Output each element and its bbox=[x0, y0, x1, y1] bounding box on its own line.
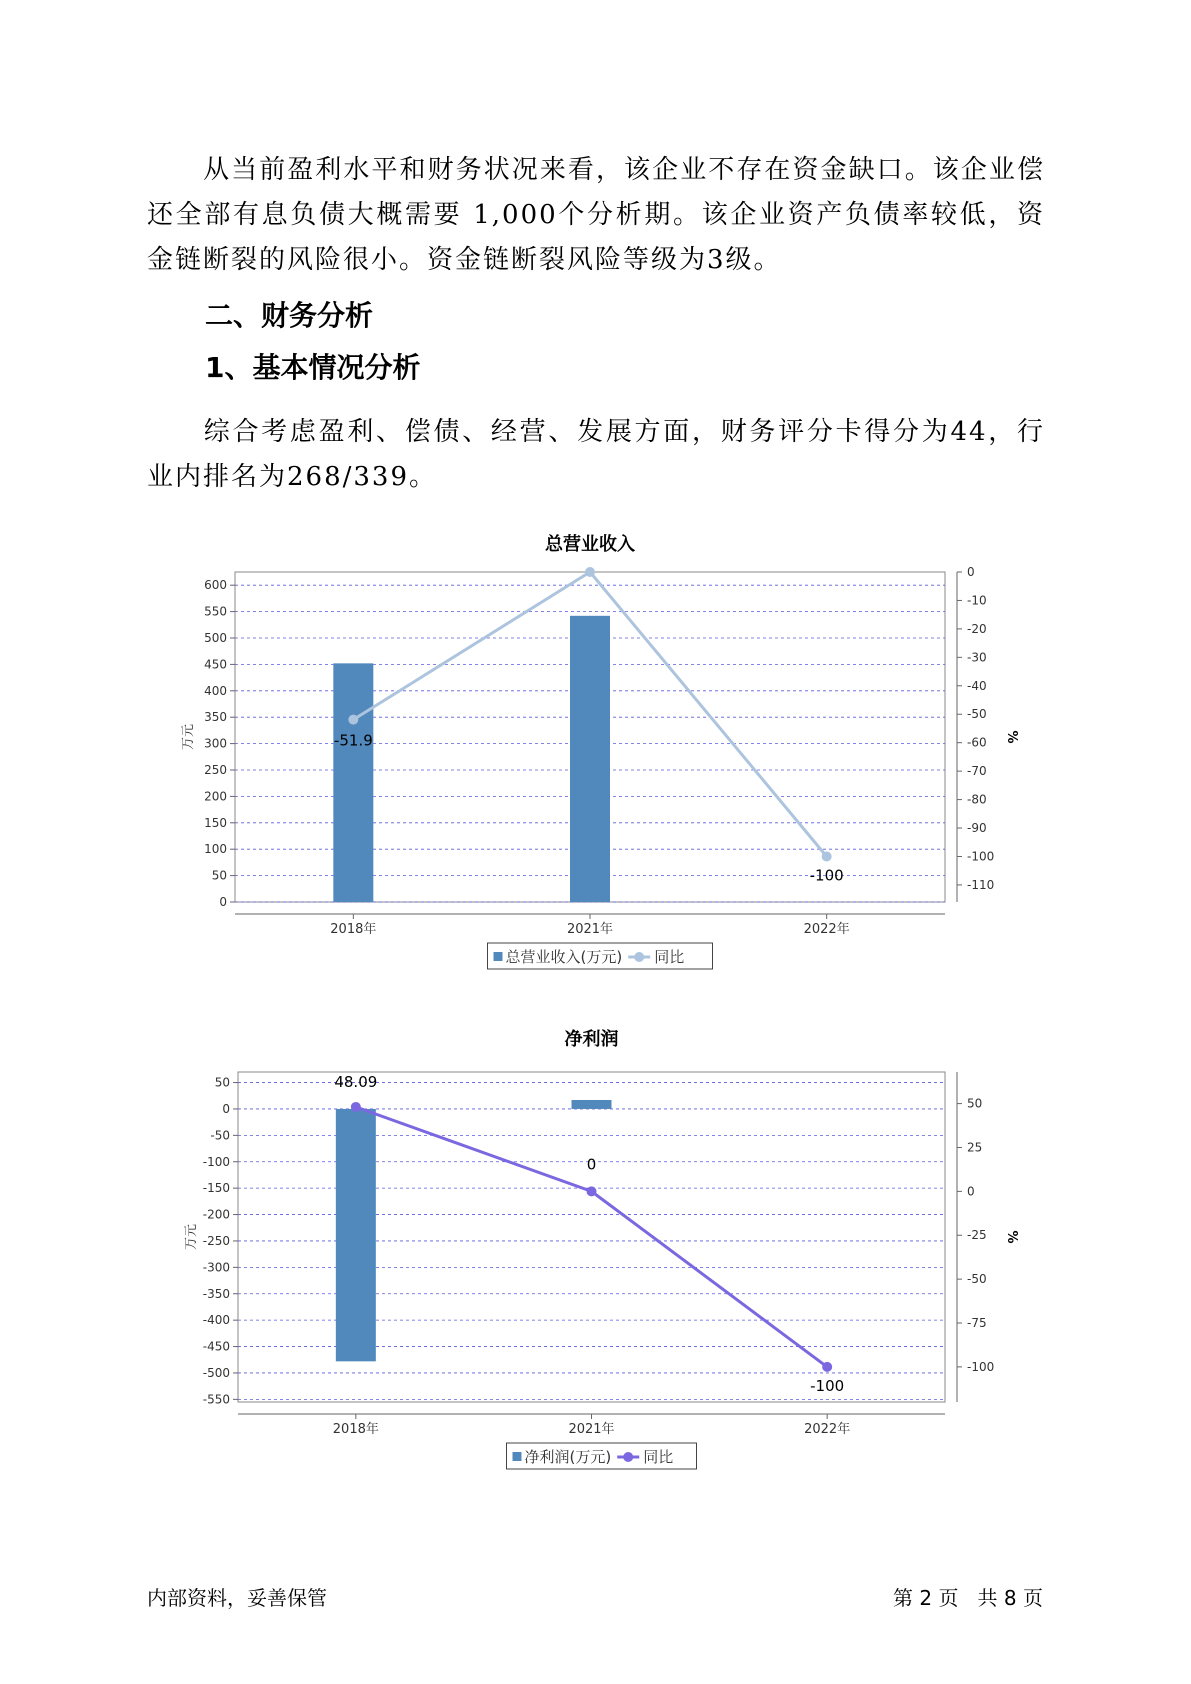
y2-tick-label: -100 bbox=[967, 1359, 995, 1374]
y-axis-title: 万元 bbox=[184, 1223, 199, 1251]
y-tick-label: 100 bbox=[204, 842, 227, 857]
y2-tick-label: -75 bbox=[967, 1316, 987, 1331]
y-tick-label: -500 bbox=[202, 1365, 230, 1380]
y2-tick-label: 0 bbox=[967, 1184, 975, 1199]
y2-tick-label: -60 bbox=[967, 735, 987, 750]
y2-tick-label: -50 bbox=[967, 1272, 987, 1287]
y-tick-label: -350 bbox=[202, 1286, 230, 1301]
y-tick-label: 150 bbox=[204, 815, 227, 830]
legend-bar-swatch bbox=[513, 1452, 522, 1461]
data-label: -100 bbox=[809, 866, 844, 885]
legend-line-label: 同比 bbox=[654, 948, 685, 966]
y-tick-label: -50 bbox=[210, 1128, 230, 1143]
subsection-heading: 1、基本情况分析 bbox=[205, 351, 421, 384]
line-point bbox=[585, 567, 595, 577]
revenue-chart bbox=[0, 520, 1191, 990]
net-profit-chart bbox=[0, 1020, 1191, 1490]
y2-tick-label: -10 bbox=[967, 593, 987, 608]
y-tick-label: 400 bbox=[204, 683, 227, 698]
y-tick-label: -450 bbox=[202, 1339, 230, 1354]
chart-legend bbox=[507, 1443, 697, 1469]
section-heading: 二、财务分析 bbox=[205, 299, 374, 332]
data-label: -100 bbox=[810, 1376, 845, 1395]
y2-tick-label: -25 bbox=[967, 1228, 987, 1243]
legend-line-marker bbox=[634, 952, 644, 962]
y2-tick-label: 0 bbox=[967, 565, 975, 579]
x-tick-label: 2021年 bbox=[566, 922, 614, 937]
y2-axis-title: % bbox=[1004, 730, 1019, 744]
y-tick-label: -300 bbox=[202, 1260, 230, 1275]
legend-bar-label: 净利润(万元) bbox=[524, 1448, 612, 1466]
footer-page-number: 第 2 页 共 8 页 bbox=[893, 1586, 1043, 1610]
line-point bbox=[822, 851, 832, 861]
data-label: 0 bbox=[586, 1155, 597, 1174]
y-tick-label: 50 bbox=[214, 1075, 230, 1090]
y2-tick-label: 50 bbox=[967, 1096, 983, 1111]
y-tick-label: -200 bbox=[202, 1207, 230, 1222]
y2-tick-label: -110 bbox=[967, 877, 995, 892]
data-label: -51.9 bbox=[333, 731, 373, 750]
y-tick-label: 450 bbox=[204, 657, 227, 672]
y-tick-label: 600 bbox=[204, 578, 227, 593]
x-tick-label: 2022年 bbox=[803, 922, 850, 937]
y-tick-label: 300 bbox=[204, 736, 227, 751]
y2-axis-title: % bbox=[1004, 1230, 1019, 1244]
y2-tick-label: -30 bbox=[967, 650, 987, 665]
bar bbox=[333, 663, 373, 902]
chart-title: 总营业收入 bbox=[545, 534, 635, 555]
y-tick-label: 250 bbox=[204, 763, 227, 777]
legend-line-label: 同比 bbox=[643, 1448, 674, 1466]
legend-bar-swatch bbox=[494, 952, 503, 961]
chart-legend bbox=[488, 943, 713, 969]
y-tick-label: 200 bbox=[204, 789, 227, 804]
bar bbox=[336, 1109, 376, 1361]
y2-tick-label: -40 bbox=[967, 678, 987, 693]
x-tick-label: 2018年 bbox=[330, 922, 377, 937]
data-label: 48.09 bbox=[334, 1072, 378, 1091]
y-tick-label: -400 bbox=[202, 1313, 230, 1328]
x-tick-label: 2022年 bbox=[804, 1422, 851, 1437]
legend-bar-label: 总营业收入(万元) bbox=[505, 948, 623, 966]
bar bbox=[572, 1100, 612, 1109]
paragraph-score: 综合考虑盈利、偿债、经营、发展方面，财务评分卡得分为44，行业内排名为268/339。 bbox=[147, 417, 1045, 492]
bar bbox=[570, 616, 610, 902]
y2-tick-label: -90 bbox=[967, 821, 987, 836]
y2-tick-label: 25 bbox=[967, 1140, 983, 1155]
chart-title: 净利润 bbox=[564, 1029, 619, 1050]
x-tick-label: 2018年 bbox=[332, 1422, 379, 1437]
y2-tick-label: -80 bbox=[967, 792, 987, 807]
line-point bbox=[822, 1362, 832, 1372]
footer-confidential: 内部资料，妥善保管 bbox=[147, 1586, 327, 1610]
y-axis-title: 万元 bbox=[181, 723, 196, 751]
y-tick-label: -550 bbox=[202, 1392, 230, 1407]
y-tick-label: 0 bbox=[219, 895, 227, 909]
line-point bbox=[587, 1186, 597, 1196]
y2-tick-label: -50 bbox=[967, 707, 987, 722]
y-tick-label: -150 bbox=[202, 1181, 230, 1196]
paragraph-risk: 从当前盈利水平和财务状况来看，该企业不存在资金缺口。该企业偿还全部有息负债大概需要 1,000个分析期。该企业资产负债率较低，资金链断裂的风险很小。资金链断裂风险等级为3级。 bbox=[147, 155, 1045, 275]
y-tick-label: 500 bbox=[204, 631, 227, 645]
legend-line-marker bbox=[623, 1452, 633, 1462]
y-tick-label: 0 bbox=[222, 1101, 230, 1116]
y-tick-label: 350 bbox=[204, 710, 227, 725]
y2-tick-label: -100 bbox=[967, 849, 995, 864]
y2-tick-label: -20 bbox=[967, 621, 987, 636]
y-tick-label: -100 bbox=[202, 1154, 230, 1169]
y-tick-label: -250 bbox=[202, 1233, 230, 1248]
line-point bbox=[348, 715, 358, 725]
x-tick-label: 2021年 bbox=[568, 1422, 615, 1437]
y2-tick-label: -70 bbox=[967, 764, 987, 779]
y-tick-label: 550 bbox=[204, 604, 227, 619]
y-tick-label: 50 bbox=[211, 868, 227, 883]
line-point bbox=[351, 1102, 361, 1112]
